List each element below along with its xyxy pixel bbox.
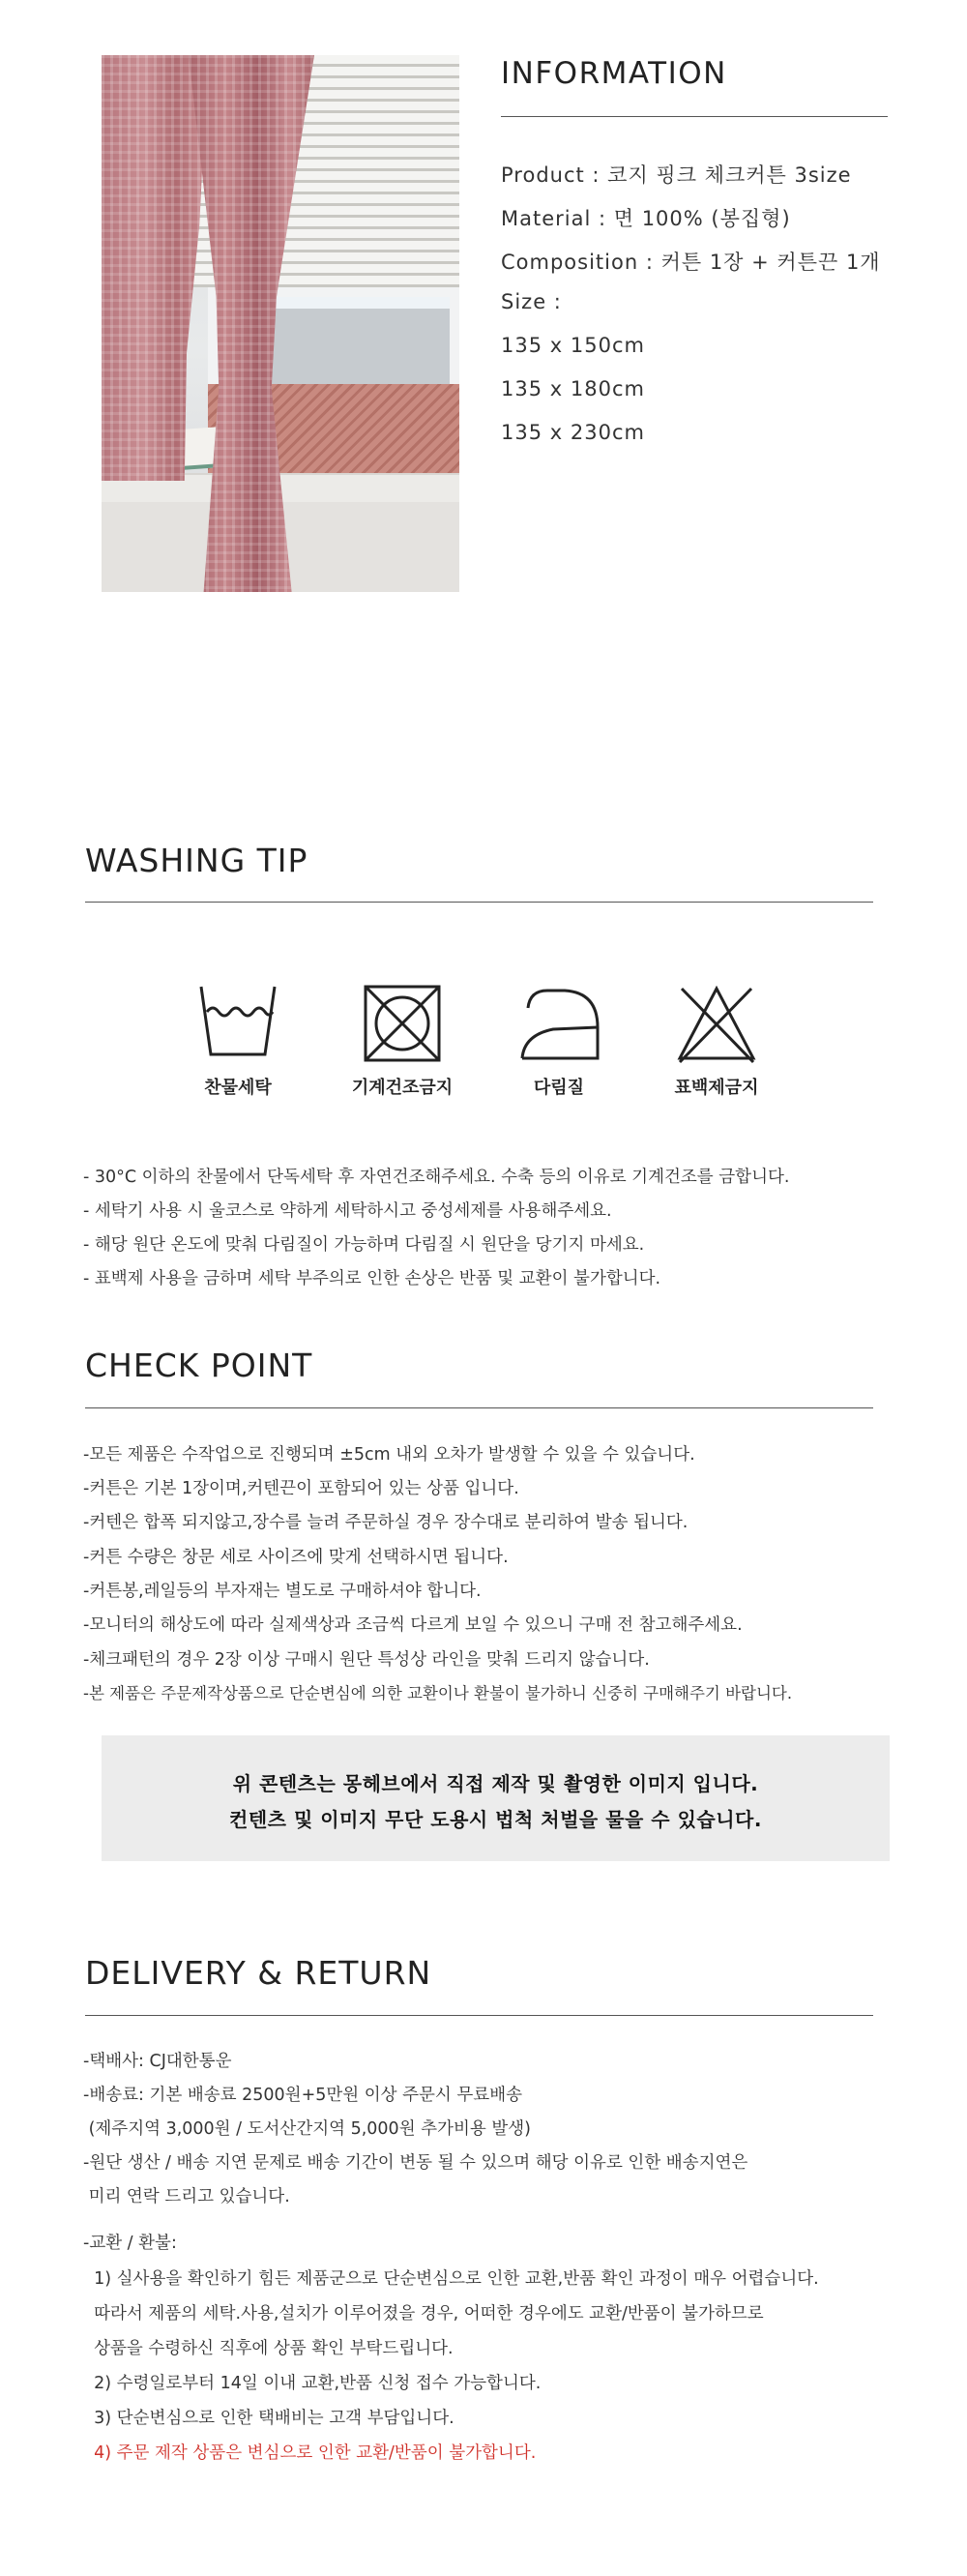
cold-wash-icon <box>193 979 282 1068</box>
washing-tip-1: - 30°C 이하의 찬물에서 단독세탁 후 자연건조해주세요. 수축 등의 이유로 기계건조를 금합니다. <box>83 1168 790 1187</box>
washing-tip-4: - 표백제 사용을 금하며 세탁 부주의로 인한 손상은 반품 및 교환이 불가합니다. <box>83 1269 661 1288</box>
wash-label-iron: 다림질 <box>533 1078 585 1098</box>
notice-line-1: 위 콘텐츠는 몽헤브에서 직접 제작 및 촬영한 이미지 입니다. <box>232 1772 759 1795</box>
delivery-delay-cont: 미리 연락 드리고 있습니다. <box>83 2187 290 2206</box>
check-line-1: -모든 제품은 수작업으로 진행되며 ±5cm 내외 오차가 발생할 수 있을 수 있습니다. <box>83 1445 695 1465</box>
wash-label-no-dry: 기계건조금지 <box>351 1078 454 1098</box>
checkpoint-divider <box>85 1407 873 1408</box>
return-label: -교환 / 환불: <box>83 2234 177 2253</box>
wash-label-no-bleach: 표백제금지 <box>674 1078 759 1098</box>
check-line-3: -커텐은 합폭 되지않고,장수를 늘려 주문하실 경우 장수대로 분리하여 발송 됩니다. <box>83 1513 689 1532</box>
delivery-courier: -택배사: CJ대한통운 <box>83 2052 232 2071</box>
info-size-label: Size : <box>501 290 562 313</box>
no-tumble-dry-icon <box>358 979 447 1068</box>
information-heading: INFORMATION <box>501 56 727 91</box>
copyright-notice-box <box>102 1735 890 1861</box>
check-line-7: -체크패턴의 경우 2장 이상 구매시 원단 특성상 라인을 맞춰 드리지 않습니다. <box>83 1650 650 1670</box>
info-material: Material : 면 100% (봉집형) <box>501 207 791 230</box>
wash-label-cold: 찬물세탁 <box>204 1078 272 1098</box>
return-line-3: 상품을 수령하신 직후에 상품 확인 부탁드립니다. <box>83 2339 454 2358</box>
return-line-4: 2) 수령일로부터 14일 이내 교환,반품 신청 접수 가능합니다. <box>83 2374 542 2393</box>
info-product: Product : 코지 핑크 체크커튼 3size <box>501 163 852 187</box>
info-composition: Composition : 커튼 1장 + 커튼끈 1개 <box>501 251 881 274</box>
curtain-fold <box>102 55 208 481</box>
information-divider <box>501 116 888 117</box>
iron-icon <box>514 979 603 1068</box>
washing-tip-2: - 세탁기 사용 시 울코스로 약하게 세탁하시고 중성세제를 사용해주세요. <box>83 1201 612 1221</box>
delivery-delay: -원단 생산 / 배송 지연 문제로 배송 기간이 변동 될 수 있으며 해당 이유로 인한 배송지연은 <box>83 2153 748 2173</box>
checkpoint-heading: CHECK POINT <box>85 1347 313 1384</box>
notice-line-2: 컨텐츠 및 이미지 무단 도용시 법척 처벌을 물을 수 있습니다. <box>229 1808 762 1831</box>
delivery-fee-extra: (제주지역 3,000원 / 도서산간지역 5,000원 추가비용 발생) <box>83 2119 531 2139</box>
washing-divider <box>85 902 873 903</box>
check-line-2: -커튼은 기본 1장이며,커텐끈이 포함되어 있는 상품 입니다. <box>83 1479 519 1498</box>
delivery-fee: -배송료: 기본 배송료 2500원+5만원 이상 주문시 무료배송 <box>83 2086 523 2105</box>
delivery-divider <box>85 2015 873 2016</box>
check-line-8: -본 제품은 주문제작상품으로 단순변심에 의한 교환이나 환불이 불가하니 신중히 구매해주기 바랍니다. <box>83 1684 793 1703</box>
washing-tip-3: - 해당 원단 온도에 맞춰 다림질이 가능하며 다림질 시 원단을 당기지 마세요. <box>83 1235 645 1255</box>
no-bleach-icon <box>672 979 761 1068</box>
return-line-5: 3) 단순변심으로 인한 택배비는 고객 부담입니다. <box>83 2409 454 2428</box>
product-photo <box>102 55 459 592</box>
info-size-1: 135 x 150cm <box>501 334 645 357</box>
return-line-1: 1) 실사용을 확인하기 힘든 제품군으로 단순변심으로 인한 교환,반품 확인 과정이 매우 어렵습니다. <box>83 2269 819 2289</box>
delivery-heading: DELIVERY & RETURN <box>85 1954 432 1992</box>
return-warning: 4) 주문 제작 상품은 변심으로 인한 교환/반품이 불가합니다. <box>83 2443 537 2463</box>
info-size-3: 135 x 230cm <box>501 421 645 444</box>
check-line-6: -모니터의 해상도에 따라 실제색상과 조금씩 다르게 보일 수 있으니 구매 전 참고해주세요. <box>83 1615 743 1635</box>
washing-heading: WASHING TIP <box>85 842 308 879</box>
window-building <box>266 309 450 391</box>
check-line-5: -커튼봉,레일등의 부자재는 별도로 구매하셔야 합니다. <box>83 1582 482 1601</box>
return-line-2: 따라서 제품의 세탁.사용,설치가 이루어졌을 경우, 어떠한 경우에도 교환/반품이 불가하므로 <box>83 2304 764 2324</box>
info-size-2: 135 x 180cm <box>501 377 645 400</box>
check-line-4: -커튼 수량은 창문 세로 사이즈에 맞게 선택하시면 됩니다. <box>83 1548 509 1567</box>
